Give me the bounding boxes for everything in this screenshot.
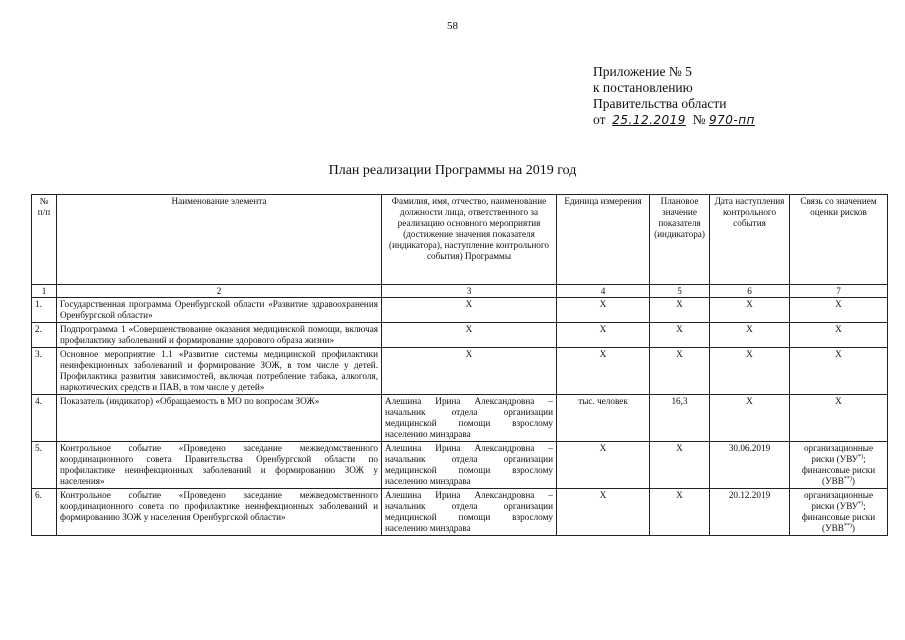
row-date: Х [710,298,790,323]
row-date: Х [710,323,790,348]
header-unit: Единица измерения [557,195,650,285]
header-risk: Связь со значением оценки рисков [790,195,888,285]
column-number-row [32,285,888,298]
row-unit: Х [557,489,650,536]
table-row [32,395,888,442]
row-date: Х [710,395,790,442]
document-title: План реализации Программы на 2019 год [328,163,577,178]
table-row [32,323,888,348]
row-date: 30.06.2019 [710,442,790,489]
risk-text-1: организационные риски (УВУ [803,490,874,511]
plan-table [31,194,888,536]
row-unit: тыс. человек [557,395,650,442]
row-date: 20.12.2019 [710,489,790,536]
row-date: Х [710,348,790,395]
risk-text-2: ; финансовые риски (УВВ [801,501,876,533]
row-responsible: Алешина Ирина Александровна – начальник отдела организации медицинской помощи взрослому населению минздрава [382,489,557,536]
risk-sup-1: *) [858,500,864,507]
row-name: Контрольное событие «Проведено заседание межведомственного координационного совета по профилактике неинфекционных заболеваний и формированию ЗОЖ у населения Оренбургской области» [57,489,382,536]
row-name: Подпрограмма 1 «Совершенствование оказания медицинской помощи, включая профилактику заболеваний и формирование здорового образа жизни» [57,323,382,348]
table-row [32,348,888,395]
row-name: Контрольное событие «Проведено заседание межведомственного координационного совета Правительства Оренбургской области по профилактике неинфекционных заболеваний и формированию ЗОЖ у населения» [57,442,382,489]
handwritten-date: 25.12.2019 [612,113,686,127]
row-risk: Х [790,348,888,395]
risk-text-2: ; финансовые риски (УВВ [801,454,876,486]
row-unit: Х [557,442,650,489]
column-number: 3 [382,285,557,298]
row-num: 4. [32,395,57,442]
risk-sup-1: *) [858,453,864,460]
row-risk [790,489,888,536]
row-risk [790,442,888,489]
appendix-line-3: Правительства области [593,96,727,111]
row-num: 3. [32,348,57,395]
appendix-line-1: Приложение № 5 [593,64,692,79]
risk-text-end: ) [851,476,855,486]
row-plan: 16,3 [650,395,710,442]
risk-text-1: организационные риски (УВУ [803,443,874,464]
row-plan: Х [650,489,710,536]
row-responsible: Х [382,323,557,348]
row-plan: Х [650,348,710,395]
header-plan: Плановое значение показателя (индикатора) [650,195,710,285]
row-name: Основное мероприятие 1.1 «Развитие системы медицинской профилактики неинфекционных заболеваний и формирование ЗОЖ, в том числе у детей. Профилактика развития зависимостей, включая потребление табака, алкоголя, наркотических средств и ПАВ, в том числе у детей» [57,348,382,395]
row-plan: Х [650,442,710,489]
number-prefix: № [692,112,706,127]
row-responsible: Алешина Ирина Александровна – начальник отдела организации медицинской помощи взрослому населению минздрава [382,395,557,442]
page-number: 58 [447,20,458,32]
table-row [32,442,888,489]
header-date: Дата наступления контрольного события [710,195,790,285]
row-responsible: Х [382,348,557,395]
row-plan: Х [650,323,710,348]
risk-sup-2: **) [843,522,852,529]
row-num: 1. [32,298,57,323]
row-responsible: Х [382,298,557,323]
row-unit: Х [557,323,650,348]
header-num: № п/п [32,195,57,285]
appendix-date-line [593,112,755,128]
row-num: 6. [32,489,57,536]
header-responsible: Фамилия, имя, отчество, наименование должности лица, ответственного за реализацию основного мероприятия (достижение значения показателя (индикатора), наступление контрольного события) Программы [382,195,557,285]
row-name: Показатель (индикатор) «Обращаемость в МО по вопросам ЗОЖ» [57,395,382,442]
row-responsible: Алешина Ирина Александровна – начальник отдела организации медицинской помощи взрослому населению минздрава [382,442,557,489]
table-row [32,298,888,323]
column-number: 6 [710,285,790,298]
column-number: 4 [557,285,650,298]
row-name: Государственная программа Оренбургской области «Развитие здравоохранения Оренбургской области» [57,298,382,323]
column-number: 1 [32,285,57,298]
column-number: 7 [790,285,888,298]
row-plan: Х [650,298,710,323]
risk-text-end: ) [851,523,855,533]
header-name: Наименование элемента [57,195,382,285]
handwritten-number: 970-пп [708,113,755,127]
row-num: 2. [32,323,57,348]
row-risk: Х [790,395,888,442]
column-number: 2 [57,285,382,298]
appendix-line-2: к постановлению [593,80,693,95]
header-row [32,195,888,285]
row-unit: Х [557,298,650,323]
column-number: 5 [650,285,710,298]
row-num: 5. [32,442,57,489]
date-prefix: от [593,112,606,127]
appendix-block [593,64,755,128]
table-row [32,489,888,536]
risk-sup-2: **) [843,475,852,482]
row-unit: Х [557,348,650,395]
row-risk: Х [790,298,888,323]
row-risk: Х [790,323,888,348]
